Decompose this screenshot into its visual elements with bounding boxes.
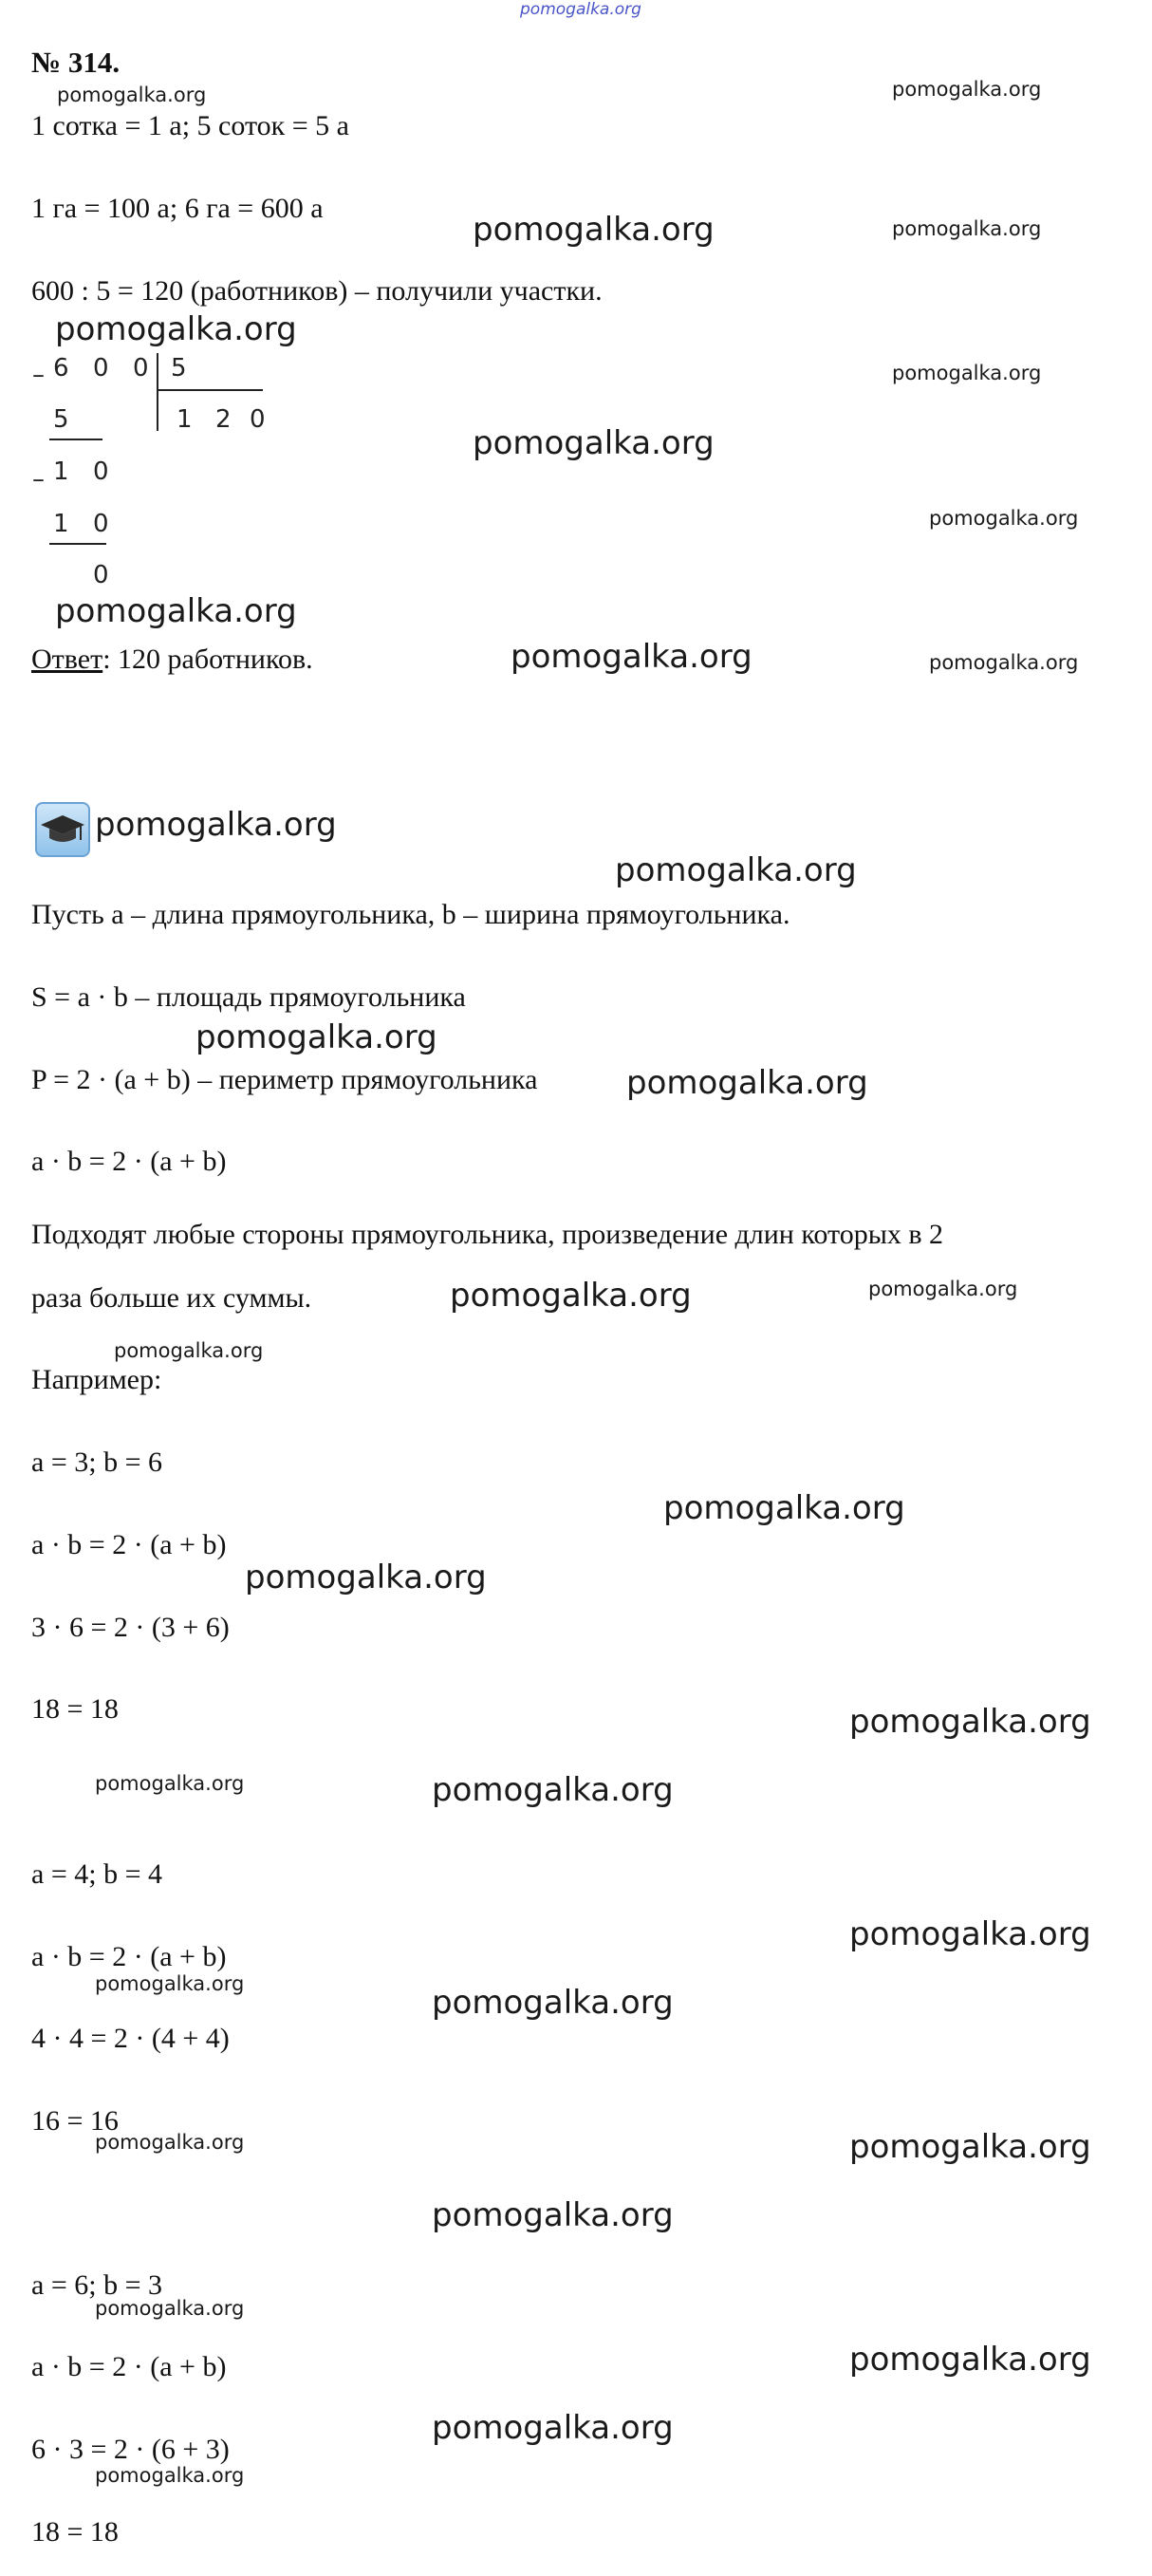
step2-subtrahend-digit: 0 — [93, 510, 109, 538]
text-line: a = 3; b = 6 — [31, 1447, 162, 1478]
watermark: pomogalka.org — [57, 84, 207, 106]
text-line: a = 4; b = 4 — [31, 1858, 162, 1890]
text-line: 4 · 4 = 2 · (4 + 4) — [31, 2023, 230, 2054]
watermark: pomogalka.org — [95, 2297, 245, 2320]
watermark: pomogalka.org — [892, 362, 1042, 384]
watermark: pomogalka.org — [929, 507, 1079, 530]
logo-text: pomogalka.org — [95, 806, 337, 844]
dividend-digit: 6 — [53, 354, 69, 383]
watermark: pomogalka.org — [511, 638, 753, 676]
division-minus-2: – — [32, 465, 45, 494]
text-line-3: 600 : 5 = 120 (работников) – получили участки. — [31, 275, 603, 307]
answer-line — [31, 643, 313, 677]
text-line: 16 = 16 — [31, 2105, 119, 2137]
text-line: раза больше их суммы. — [31, 1282, 312, 1314]
watermark: pomogalka.org — [849, 2341, 1091, 2379]
text-line: a · b = 2 · (a + b) — [31, 2351, 227, 2382]
watermark: pomogalka.org — [615, 851, 857, 889]
text-line: Пусть а – длина прямоугольника, b – ширина прямоугольника. — [31, 899, 790, 930]
watermark: pomogalka.org — [432, 2409, 674, 2447]
watermark: pomogalka.org — [432, 1771, 674, 1809]
final-remainder: 0 — [93, 561, 109, 589]
text-line: S = a · b – площадь прямоугольника — [31, 981, 466, 1013]
division-underline-2 — [49, 543, 106, 545]
watermark: pomogalka.org — [95, 1772, 245, 1795]
text-line: a · b = 2 · (a + b) — [31, 1941, 227, 1972]
problem-title: № 314. — [31, 46, 121, 79]
watermark: pomogalka.org — [195, 1018, 437, 1056]
watermark: pomogalka.org — [929, 651, 1079, 674]
division-bracket-horizontal — [157, 389, 263, 391]
watermark: pomogalka.org — [95, 2131, 245, 2154]
watermark: pomogalka.org — [892, 217, 1042, 240]
watermark: pomogalka.org — [892, 78, 1042, 101]
answer-label: Ответ — [31, 644, 103, 675]
answer-text: : 120 работников. — [102, 644, 313, 675]
watermark: pomogalka.org — [473, 211, 715, 249]
divisor: 5 — [171, 354, 187, 383]
watermark: pomogalka.org — [95, 2464, 245, 2487]
step2-subtrahend-digit: 1 — [53, 510, 69, 538]
watermark: pomogalka.org — [849, 1703, 1091, 1741]
quotient-digit: 2 — [215, 405, 232, 434]
graduation-cap-icon — [35, 802, 90, 857]
watermark: pomogalka.org — [55, 592, 297, 630]
dividend-digit: 0 — [93, 354, 109, 383]
watermark: pomogalka.org — [868, 1278, 1018, 1300]
text-line: Подходят любые стороны прямоугольника, произведение длин которых в 2 — [31, 1219, 944, 1250]
text-line: 6 · 3 = 2 · (6 + 3) — [31, 2434, 230, 2465]
text-line: 3 · 6 = 2 · (3 + 6) — [31, 1612, 230, 1643]
step1-subtrahend: 5 — [53, 405, 69, 434]
watermark: pomogalka.org — [626, 1064, 868, 1102]
watermark: pomogalka.org — [432, 2196, 674, 2234]
watermark: pomogalka.org — [849, 2128, 1091, 2166]
remainder-digit: 1 — [53, 457, 69, 486]
division-bracket-vertical — [157, 353, 158, 431]
watermark: pomogalka.org — [473, 424, 715, 462]
watermark: pomogalka.org — [432, 1984, 674, 2022]
text-line-2: 1 га = 100 а; 6 га = 600 а — [31, 193, 324, 224]
text-line: 18 = 18 — [31, 2516, 119, 2548]
quotient-digit: 0 — [250, 405, 266, 434]
quotient-digit: 1 — [177, 405, 193, 434]
watermark: pomogalka.org — [95, 1972, 245, 1995]
watermark: pomogalka.org — [849, 1915, 1091, 1953]
text-line: 18 = 18 — [31, 1693, 119, 1725]
text-line-1: 1 сотка = 1 а; 5 соток = 5 а — [31, 110, 349, 141]
text-line: Например: — [31, 1364, 162, 1395]
text-line: a = 6; b = 3 — [31, 2269, 162, 2301]
watermark-top: pomogalka.org — [520, 0, 641, 19]
watermark: pomogalka.org — [55, 310, 297, 348]
division-minus-1: – — [32, 361, 45, 389]
watermark: pomogalka.org — [114, 1339, 264, 1362]
text-line: a · b = 2 · (a + b) — [31, 1146, 227, 1177]
division-underline-1 — [49, 439, 102, 440]
dividend-digit: 0 — [133, 354, 149, 383]
watermark: pomogalka.org — [663, 1489, 905, 1527]
watermark: pomogalka.org — [450, 1277, 692, 1315]
text-line: P = 2 · (a + b) – периметр прямоугольника — [31, 1064, 538, 1095]
watermark: pomogalka.org — [245, 1559, 487, 1596]
remainder-digit: 0 — [93, 457, 109, 486]
text-line: a · b = 2 · (a + b) — [31, 1529, 227, 1560]
